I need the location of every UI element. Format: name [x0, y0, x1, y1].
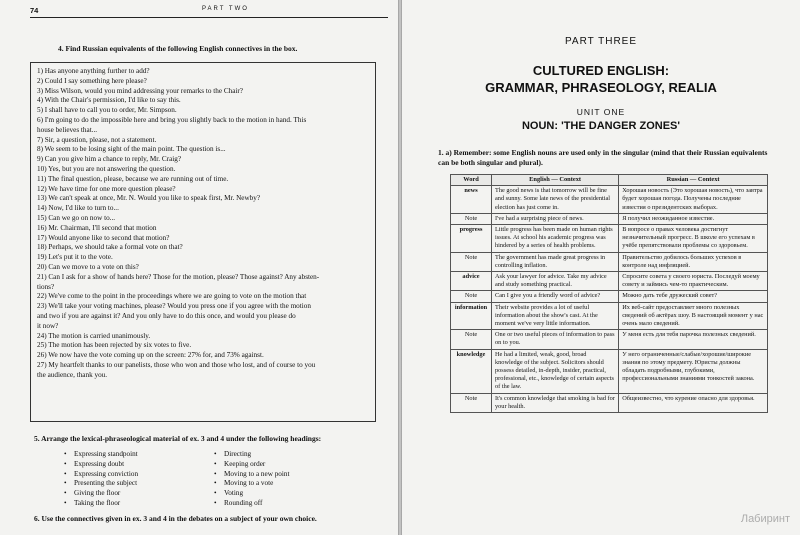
russian-context-cell: У него ограниченные/слабые/хорошие/широкие знания по этому предмету. Юристы должны обладать подробными, глубокими, профессиональными знаниями тонкостей закона.: [619, 349, 768, 393]
russian-context-cell: В вопросе о правах человека достигнут незначительный прогресс. В школе его успехам в учёбе препятствовали проблемы со здоровьем.: [619, 225, 768, 253]
connective-line: 1) Has anyone anything further to add?: [37, 67, 150, 75]
table-row: [451, 252, 768, 271]
russian-context-cell: У меня есть для тебя парочка полезных сведений.: [619, 330, 768, 349]
table-row: [451, 213, 768, 224]
heading-item: [214, 479, 354, 489]
connective-line: 2) Could I say something here please?: [37, 76, 147, 85]
english-context-cell: It's common knowledge that smoking is bad for your health.: [492, 393, 619, 412]
table-row: [451, 272, 768, 291]
bullet-icon: •: [64, 450, 67, 458]
word-cell: Note: [451, 213, 492, 224]
connective-line: 21) Can I ask for a show of hands here? Those for the motion, please? Those against? Any absten-: [37, 272, 320, 281]
word-cell: Note: [451, 252, 492, 271]
heading-item: [64, 450, 204, 460]
part-heading: PART THREE: [564, 36, 638, 47]
english-context-cell: I've had a surprising piece of news.: [492, 213, 619, 224]
connective-line: the audience, thank you.: [37, 370, 108, 379]
headings-column-right: [214, 450, 354, 509]
heading-label: Rounding off: [224, 498, 263, 507]
connective-line: 5) I shall have to call you to order, Mr. Simpson.: [37, 106, 177, 115]
connective-line: 16) Mr. Chairman, I'll second that motion: [37, 223, 157, 232]
word-cell: advice: [451, 272, 492, 291]
english-context-cell: Can I give you a friendly word of advice?: [492, 291, 619, 302]
connectives-box: [30, 62, 376, 422]
english-context-cell: The good news is that tomorrow will be fine and sunny. Some late news of the presidential election has just come in.: [492, 186, 619, 214]
connective-line: and two if you are against it? And you only have to do this once, and would you please do: [37, 311, 296, 320]
part-title-line-2: GRAMMAR, PHRASEOLOGY, REALIA: [485, 80, 717, 95]
word-cell: information: [451, 302, 492, 330]
english-context-cell: Ask your lawyer for advice. Take my advice and study something practical.: [492, 272, 619, 291]
headings-column-left: [64, 450, 204, 509]
connective-line: house believes that...: [37, 125, 98, 134]
heading-item: [214, 470, 354, 480]
table-row: [451, 330, 768, 349]
heading-item: [214, 460, 354, 470]
russian-context-cell: Я получил неожиданное известие.: [619, 213, 768, 224]
word-cell: Note: [451, 330, 492, 349]
exercise-6-title: 6. Use the connectives given in ex. 3 and 4 in the debates on a subject of your own choice.: [34, 514, 317, 523]
english-context-cell: The government has made great progress in controlling inflation.: [492, 252, 619, 271]
header-russian: Russian — Context: [619, 175, 768, 186]
connective-line: 9) Can you give him a chance to reply, Mr. Craig?: [37, 155, 182, 164]
word-cell: Note: [451, 291, 492, 302]
heading-item: [214, 489, 354, 499]
russian-context-cell: Спросите совета у своего юриста. Последуй моему совету и займись чем-то практическим.: [619, 272, 768, 291]
bullet-icon: •: [214, 498, 217, 507]
heading-item: [64, 479, 204, 489]
english-context-cell: One or two useful pieces of information to pass on to you.: [492, 330, 619, 349]
english-context-cell: Their website provides a lot of useful information about the show's cast. At the moment we've very little information.: [492, 302, 619, 330]
russian-context-cell: Их веб-сайт предоставляет много полезных сведений об актёрах шоу. В настоящий момент у нас очень мало сведений.: [619, 302, 768, 330]
connective-line: 26) We now have the vote coming up on the screen: 27% for, and 73% against.: [37, 351, 264, 360]
english-context-cell: He had a limited, weak, good, broad knowledge of the subject. Solicitors should possess detailed, in-depth, insider, practical, professional, etc., knowledge of certain aspects of the law.: [492, 349, 619, 393]
table-row: [451, 225, 768, 253]
russian-context-cell: Можно дать тебе дружеский совет?: [619, 291, 768, 302]
page-number: 74: [30, 6, 39, 15]
bullet-icon: •: [64, 459, 67, 468]
exercise-4-title: 4. Find Russian equivalents of the following English connectives in the box.: [58, 44, 298, 53]
russian-context-cell: Правительство добилось больших успехов в контроле над инфляцией.: [619, 252, 768, 271]
heading-label: Directing: [224, 450, 252, 458]
connective-line: 22) We've come to the point in the proceedings where we are going to vote on the motion that: [37, 292, 307, 301]
heading-item: [64, 460, 204, 470]
connective-line: 27) My heartfelt thanks to our panelists, those who won and those who lost, and of course to you: [37, 360, 316, 369]
connective-line: 4) With the Chair's permission, I'd like to say this.: [37, 96, 181, 105]
word-cell: knowledge: [451, 349, 492, 393]
bullet-icon: •: [64, 469, 67, 478]
english-context-cell: Little progress has been made on human rights issues. At school his academic progress was hindered by a series of health problems.: [492, 225, 619, 253]
part-title: [402, 62, 800, 96]
connective-line: 7) Sir, a question, please, not a statement.: [37, 135, 157, 144]
heading-item: [214, 499, 354, 509]
part-title-line-1: CULTURED ENGLISH:: [532, 63, 670, 78]
bullet-icon: •: [214, 489, 217, 498]
connective-line: 20) Can we move to a vote on this?: [37, 262, 139, 271]
table-header-row: [451, 175, 768, 186]
watermark-logo: Лабиринт: [740, 513, 790, 525]
connective-line: 10) Yes, but you are not answering the question.: [37, 164, 176, 173]
bullet-icon: •: [64, 489, 67, 498]
unit-title: NOUN: 'THE DANGER ZONES': [521, 120, 680, 132]
heading-item: [214, 450, 354, 460]
heading-label: Giving the floor: [74, 489, 121, 498]
bullet-icon: •: [214, 479, 217, 488]
connective-line: 14) Now, I'd like to turn to...: [37, 204, 119, 213]
connective-line: 8) We seem to be losing sight of the main point. The question is...: [37, 145, 226, 154]
heading-label: Expressing conviction: [74, 469, 139, 478]
running-header: [12, 6, 388, 18]
connective-line: it now?: [37, 321, 59, 330]
unit-heading: UNIT ONE: [576, 107, 626, 117]
header-rule: [30, 17, 388, 18]
table-row: [451, 302, 768, 330]
heading-item: [64, 499, 204, 509]
running-head-title: PART TWO: [202, 6, 249, 12]
connective-line: 23) We'll take your voting machines, please? Would you press one if you agree with the motion: [37, 302, 311, 311]
connective-line: 6) I'm going to do the impossible here and bring you slightly back to the motion in hand. This: [37, 115, 307, 124]
heading-item: [64, 489, 204, 499]
bullet-icon: •: [64, 498, 67, 507]
connective-line: 25) The motion has been rejected by six votes to five.: [37, 341, 192, 350]
heading-label: Presenting the subject: [74, 479, 138, 488]
heading-label: Moving to a new point: [224, 469, 290, 478]
heading-label: Moving to a vote: [224, 479, 274, 488]
exercise-5-title: 5. Arrange the lexical-phraseological material of ex. 3 and 4 under the following headings:: [34, 434, 322, 443]
connective-line: 3) Miss Wilson, would you mind addressing your remarks to the Chair?: [37, 86, 243, 95]
connective-line: 11) The final question, please, because we are running out of time.: [37, 174, 229, 183]
bullet-icon: •: [214, 469, 217, 478]
vocabulary-table: [450, 174, 768, 413]
connective-line: 19) Let's put it to the vote.: [37, 253, 113, 262]
connective-line: 12) We have time for one more question please?: [37, 184, 176, 193]
table-row: [451, 291, 768, 302]
heading-label: Expressing standpoint: [74, 450, 138, 458]
table-row: [451, 186, 768, 214]
right-page: [402, 0, 800, 535]
exercise-1-title: 1. a) Remember: some English nouns are used only in the singular (mind that their Russian equivalents can be both singular and plural).: [438, 148, 768, 167]
connective-line: 24) The motion is carried unanimously.: [37, 331, 151, 340]
left-page: [0, 0, 398, 535]
connective-line: 15) Can we go on now to...: [37, 213, 116, 222]
heading-label: Taking the floor: [74, 498, 121, 507]
heading-label: Expressing doubt: [74, 459, 125, 468]
table-row: [451, 349, 768, 393]
connective-line: 18) Perhaps, we should take a formal vote on that?: [37, 243, 183, 252]
bullet-icon: •: [214, 450, 217, 458]
word-cell: news: [451, 186, 492, 214]
word-cell: progress: [451, 225, 492, 253]
connective-line: tions?: [37, 282, 55, 291]
connective-line: 17) Would anyone like to second that motion?: [37, 233, 170, 242]
heading-label: Keeping order: [224, 459, 266, 468]
heading-label: Voting: [224, 489, 244, 498]
header-word: Word: [451, 175, 492, 186]
bullet-icon: •: [64, 479, 67, 488]
table-row: [451, 393, 768, 412]
header-english: English — Context: [492, 175, 619, 186]
word-cell: Note: [451, 393, 492, 412]
bullet-icon: •: [214, 459, 217, 468]
russian-context-cell: Общеизвестно, что курение опасно для здоровья.: [619, 393, 768, 412]
connective-line: 13) We can't speak at once, Mr. N. Would you like to speak first, Mr. Newby?: [37, 194, 261, 203]
russian-context-cell: Хорошая новость (Это хорошая новость), что завтра будет хорошая погода. Получены последние известия о президентских выборах.: [619, 186, 768, 214]
heading-item: [64, 470, 204, 480]
